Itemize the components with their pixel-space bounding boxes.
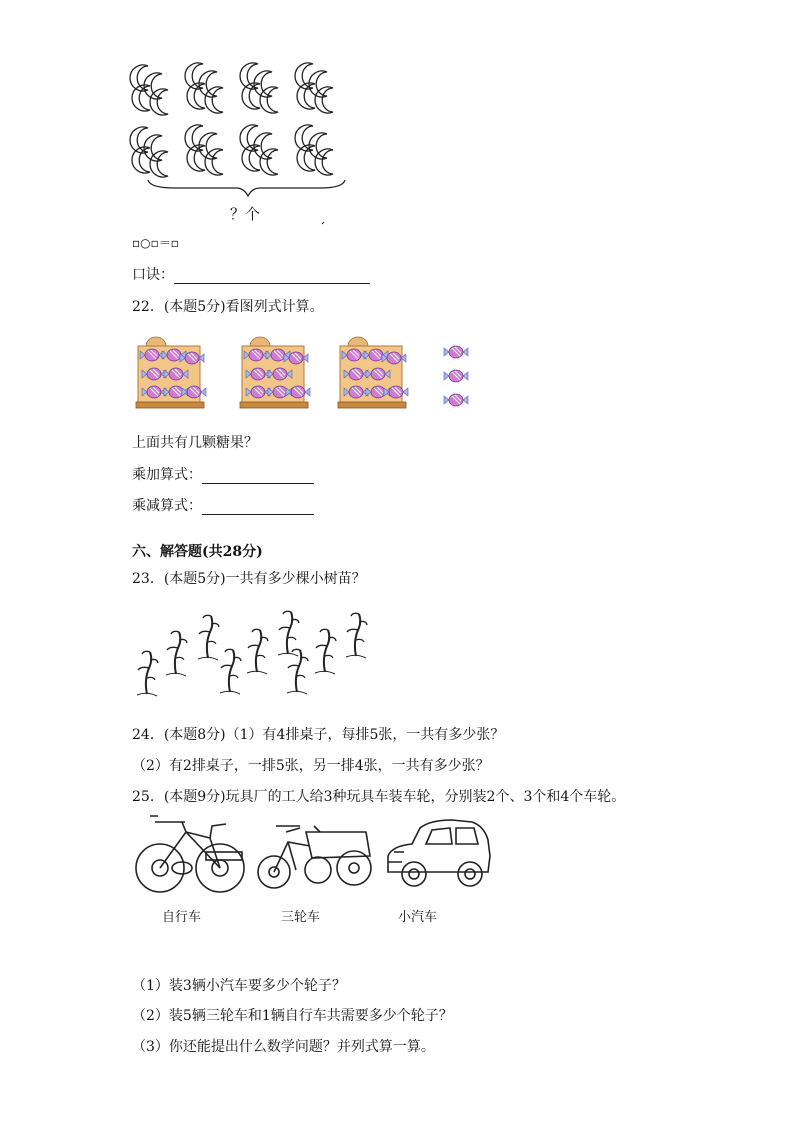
q22-title: 22．(本题5分)看图列式计算。 (132, 299, 324, 315)
section6-heading: 六、解答题(共28分) (132, 544, 263, 560)
q25-sub1: （1）装3辆小汽车要多少个轮子？ (132, 978, 346, 994)
formula-boxes: ▫○▫＝▫ (132, 236, 179, 250)
bicycle-drawing (136, 816, 244, 892)
q22-question: 上面共有几颗糖果？ (132, 435, 258, 451)
car-drawing (388, 820, 490, 886)
bicycle-label: 自行车 (162, 910, 202, 925)
q23-title: 23．(本题5分)一共有多少棵小树苗？ (132, 571, 366, 587)
tricycle-label: 三轮车 (281, 910, 321, 925)
q25-sub3: （3）你还能提出什么数学问题？并列式算一算。 (132, 1039, 435, 1055)
q25-sub2: （2）装5辆三轮车和1辆自行车共需要多少个轮子？ (132, 1008, 453, 1024)
add-formula-label: 乘加算式： (132, 467, 202, 483)
q25-title: 25．(本题9分)玩具厂的工人给3种玩具车装车轮，分别装2个、3个和4个车轮。 (132, 789, 626, 805)
car-label: 小汽车 (398, 910, 438, 925)
sub-formula-label: 乘减算式： (132, 498, 202, 514)
q24-line1: 24．(本题8分)（1）有4排桌子，每排5张，一共有多少张？ (132, 727, 505, 743)
koujue-label: 口诀： (132, 267, 174, 283)
tricycle-drawing (258, 826, 371, 888)
q24-line2: （2）有2排桌子，一排5张，另一排4张，一共有多少张？ (132, 758, 490, 774)
brace-label: ？个 (230, 205, 261, 223)
